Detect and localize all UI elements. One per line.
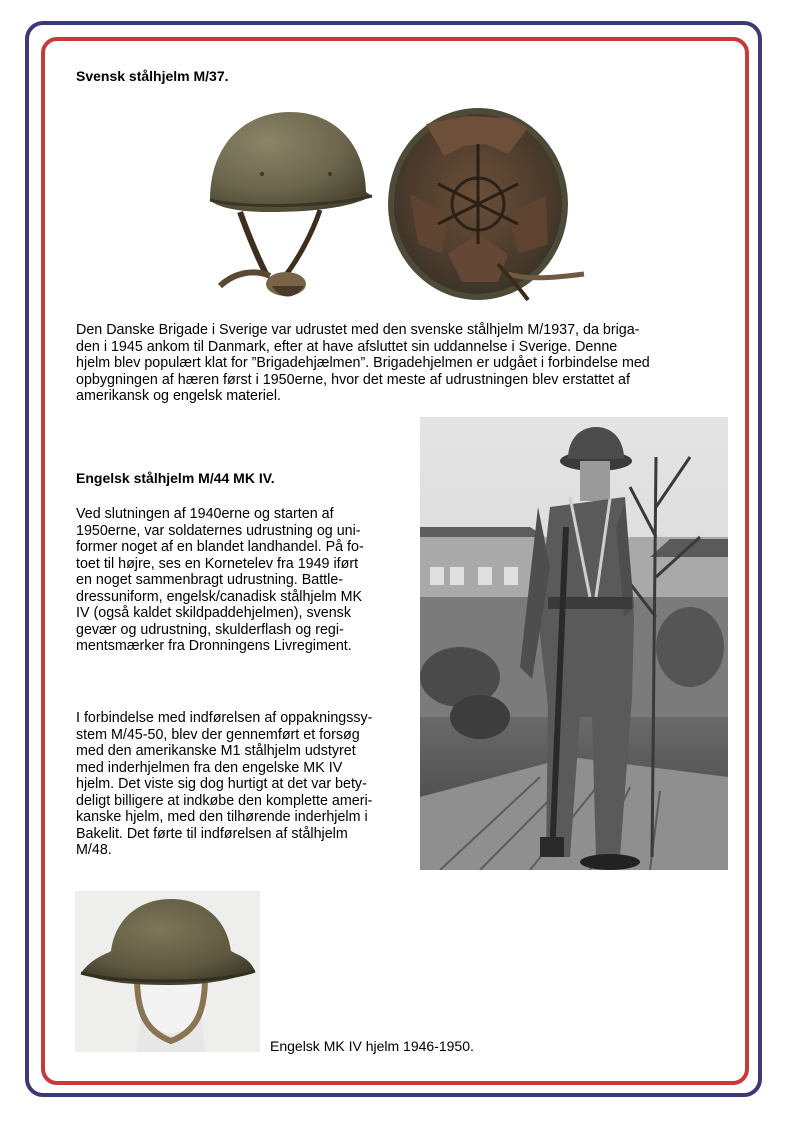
section2-paragraph-1: Ved slutningen af 1940erne og starten af 1950erne, var soldaternes udrustning og uni- former noget af en blandet landhandel. På fo- toet til højre, ses en Kornetelev fra 1949 iført en noget sammenbragt udrustning. Battle- dressuniform, engelsk/canadisk stålhjelm MK IV (også kaldet skildpaddehjelmen), svensk gevær og udrustning, skulderflash og regi- mentsmærker fra Dronningens Livregiment. [76,506,364,654]
mk4-helmet-caption: Engelsk MK IV hjelm 1946-1950. [270,1038,474,1054]
soldier-1949-photo [420,417,728,870]
section2-heading: Engelsk stålhjelm M/44 MK IV. [76,470,275,486]
section2-paragraph-2: I forbindelse med indførelsen af oppakningssy- stem M/45-50, blev der gennemført et forsøg med den amerikanske M1 stålhjelm udstyret med inderhjelmen fra den engelske MK IV hjelm. Det viste sig dog hurtigt at det var bety- deligt billigere at indkøbe den komplette ameri- kanske hjelm, med den tilhørende inderhjelm i Bakelit. Det førte til indførelsen af stålhjelm M/48. [76,710,373,858]
m37-helmet-interior-photo [378,104,590,304]
section1-heading: Svensk stålhjelm M/37. [76,68,229,84]
m37-helmet-side-photo [200,104,375,304]
mk4-helmet-photo [75,891,260,1052]
section1-paragraph: Den Danske Brigade i Sverige var udrustet med den svenske stålhjelm M/1937, da briga- den i 1945 ankom til Danmark, efter at have afsluttet sin uddannelse i Sverige. Denne hjelm blev populært klat for ”Brigadehjælmen”. Brigadehjelmen er udgået i forbindelse med opbygningen af hæren først i 1950erne, hvor det meste af udrustningen blev erstattet af amerikansk og engelsk materiel. [76,322,650,404]
